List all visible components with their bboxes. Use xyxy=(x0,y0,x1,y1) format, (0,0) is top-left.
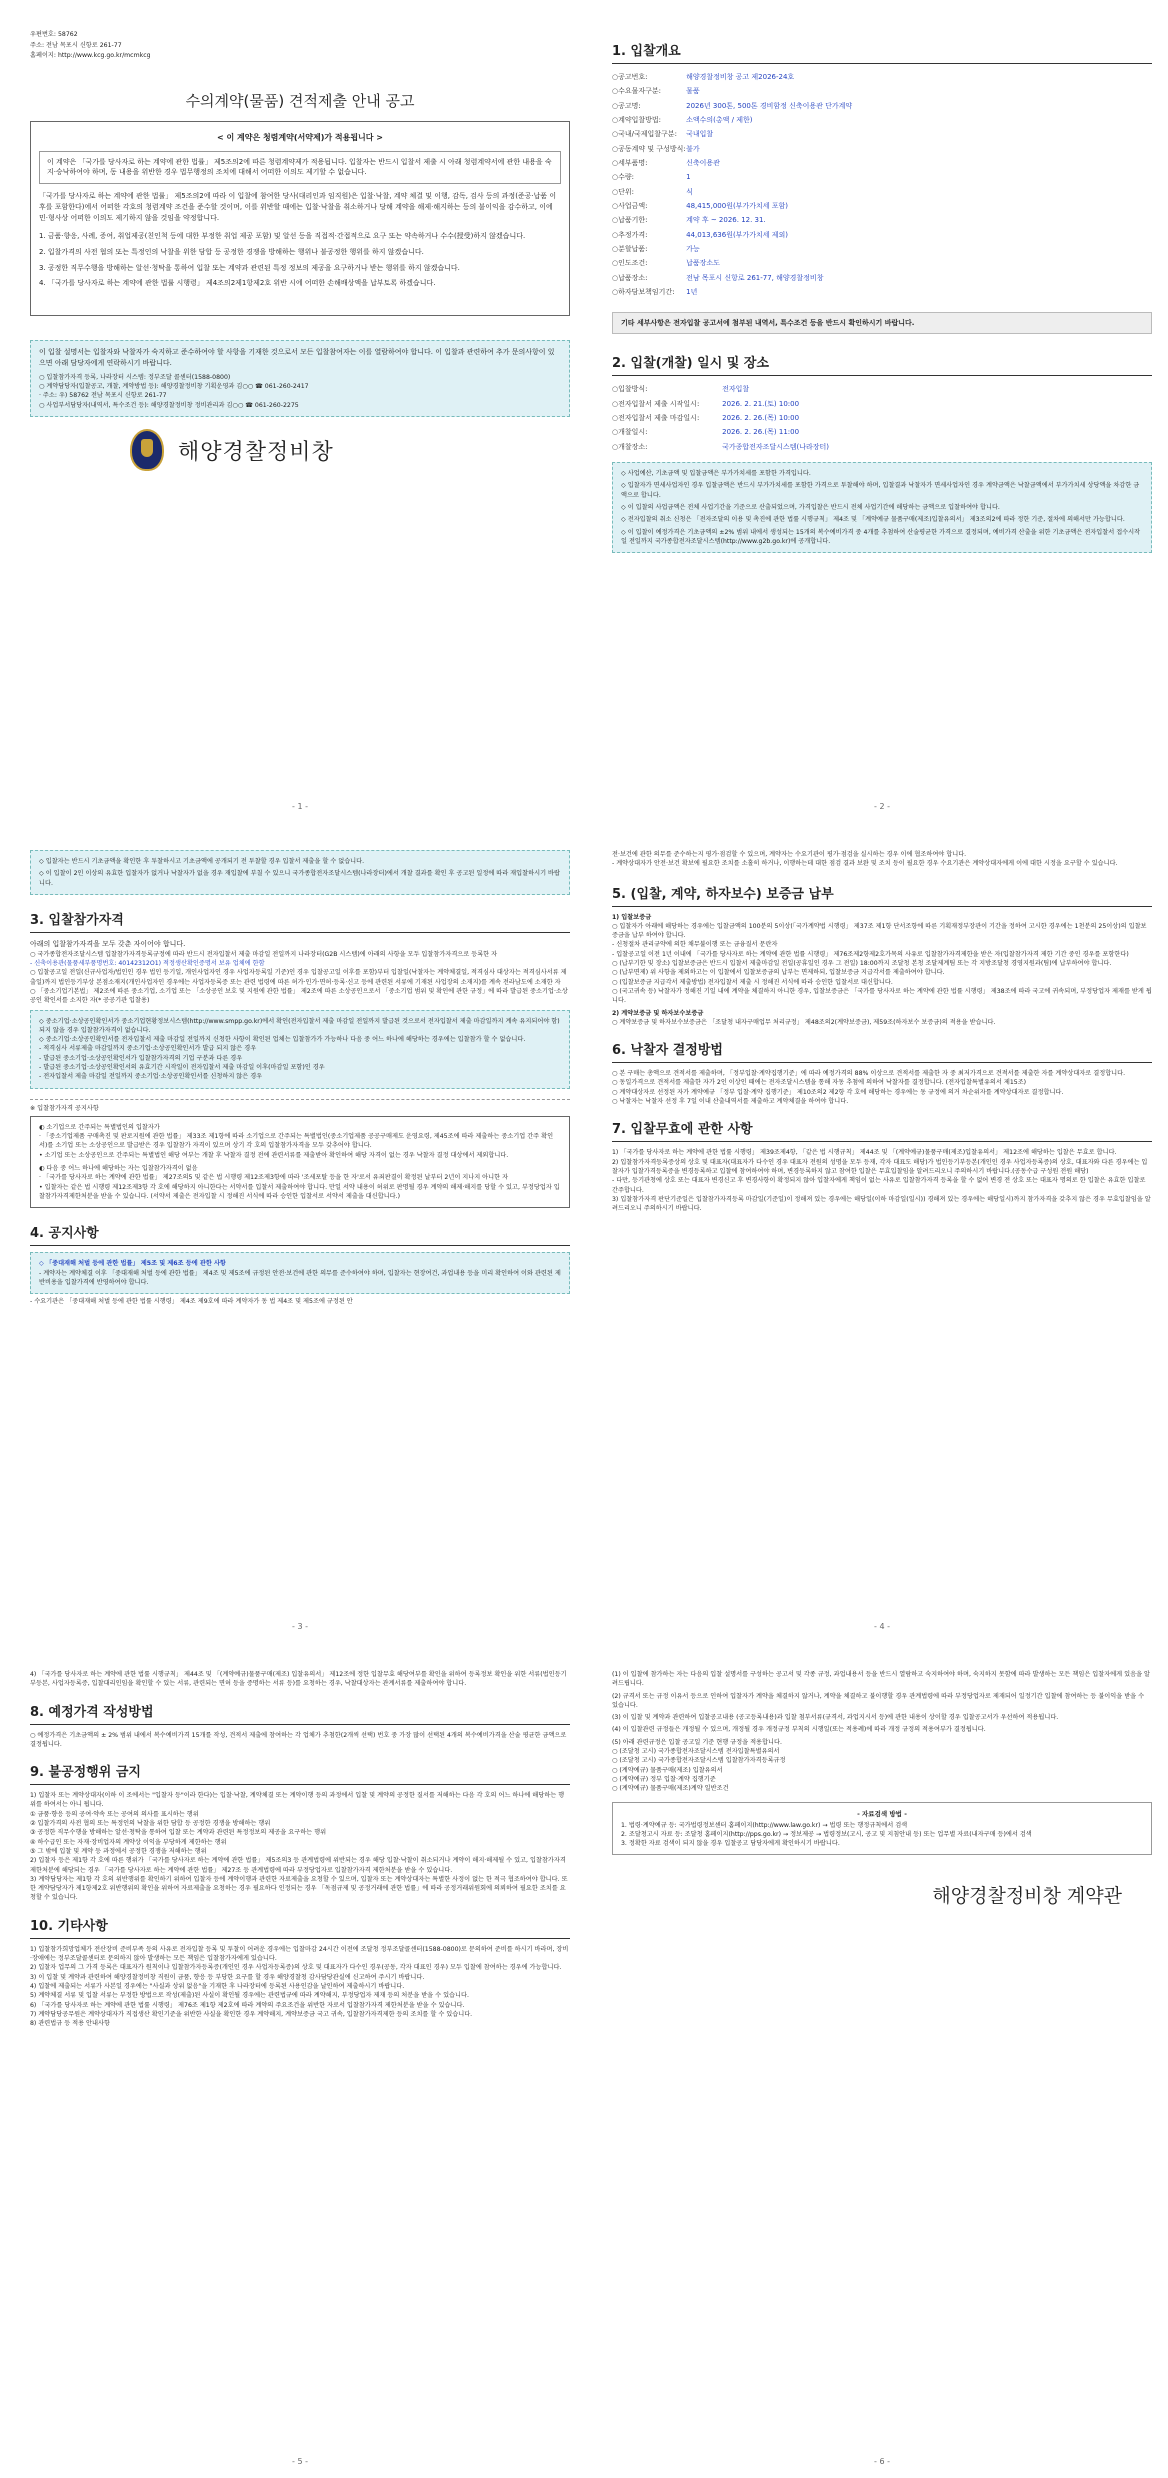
contact-line: ○ 사업부서담당자(내역서, 특수조건 등): 해양경찰정비창 정비관리과 김○○ ☎ 061-260-2275 xyxy=(39,401,299,409)
sme-notice: - 발급된 중소기업·소상공인확인서의 유효기간 시작일이 전자입찰서 제출 마감일 이후(마감일 포함)인 경우 xyxy=(39,1064,325,1071)
unfair-practice-item: ⑤ 그 밖에 입찰 및 계약 등 과정에서 공정한 경쟁을 저해하는 행위 xyxy=(30,1847,207,1855)
deposit-item: 2) 계약보증금 및 하자보수보증금 xyxy=(612,1009,704,1017)
sme-notice: - 발급된 중소기업·소상공인확인서가 입찰참가자격의 기업 구분과 다른 경우 xyxy=(39,1054,243,1062)
sme-notice: - 전자입찰서 제출 마감일 전일까지 중소기업·소상공인확인서를 신청하지 않은 경우 xyxy=(39,1073,263,1081)
info-label: 공동계약 및 구성방식: xyxy=(618,144,686,153)
info-label: 인도조건: xyxy=(618,259,648,268)
integrity-item: 2. 입찰가격의 사전 협의 또는 특정인의 낙찰을 위한 담합 등 공정한 경쟁을 방해하는 행위나 불공정한 행위를 하지 않겠습니다. xyxy=(39,247,424,256)
qualification-notice: • 소기업 또는 소상공인으로 간주되는 특별법인 해당 여부는 개찰 후 낙찰자 결정 전에 관련서류를 제출받아 확인하여 해당 자격이 없는 경우 낙찰자 결정 대상에서 제외합니다. xyxy=(39,1151,509,1159)
integrity-notice: < 이 계약은 청렴계약(서약제)가 적용됩니다 > xyxy=(216,132,384,142)
info-value: 납품장소도 xyxy=(686,259,720,268)
regulation-item: ○ (계약예규) 물품구매(제조)계약 일반조건 xyxy=(612,1785,729,1793)
section-heading-2: 2. 입찰(개찰) 일시 및 장소 xyxy=(612,352,1152,376)
info-label: 전자입찰서 제출 시작일시: xyxy=(618,399,700,408)
bid-notice-box xyxy=(30,850,570,895)
page-number: - 3 - xyxy=(292,1622,308,1631)
coast-guard-emblem-icon xyxy=(130,429,164,471)
regulation-item: ○ (조달청 고시) 국가종합전자조달시스템 전자입찰특별유의서 xyxy=(612,1748,780,1756)
info-label: 수량: xyxy=(618,173,634,182)
contact-line: ○ 계약담당자(입찰공고, 개찰, 계약방법 등): 해양경찰정비창 기획운영과 김○○ ☎ 061-260-2417 xyxy=(39,383,309,391)
agency-logo xyxy=(130,429,570,471)
regulation-item: (1) 이 입찰에 참가하는 자는 다음의 입찰 설명서를 구성하는 공고서 및 각종 규정, 과업내용서 등을 반드시 열람하고 숙지하여야 하며, 숙지하지 못함에 따라 발생하는 모든 책임은 입찰자에게 있음을 알려드립니다. xyxy=(612,1671,1150,1688)
contact-line: ○ 입찰참가자격 등록, 나라장터 시스템: 정부조달 콜센터(1588-0800) xyxy=(39,373,231,381)
page-6 xyxy=(612,1670,1152,2470)
regulation-item: (2) 규격서 또는 규정 이유서 등으로 인하여 입찰자가 계약을 체결하지 않거나, 계약을 체결하고 불이행할 경우 관계법령에 따라 부정당업자로 제재되어 일정기간 입찰에 참여하는 등 불이익을 받을 수 있습니다. xyxy=(612,1692,1145,1709)
section-heading-3: 3. 입찰참가자격 xyxy=(30,909,570,933)
page-3 xyxy=(30,850,570,1635)
deposit-item: ○ (입찰보증금 지급각서 제출방법) 전자입찰서 제출 시 정해진 서식에 따라 승인한 입찰서로 대신합니다. xyxy=(612,978,893,986)
info-label: 납품기한: xyxy=(618,216,648,225)
misc-item: 6) 「국가를 당사자로 하는 계약에 관한 법률 시행령」 제76조 제1항 제2호에 따라 계약의 주요조건을 위반한 자로서 입찰참가자격 제한처분을 받을 수 있습니다. xyxy=(30,2001,465,2009)
reference-item: 3. 정확한 자료 검색이 되지 않을 경우 입찰공고 담당자에게 확인하시기 바랍니다. xyxy=(621,1840,840,1848)
regulation-item: ○ (조달청 고시) 국가종합전자조달시스템 입찰참가자격등록규정 xyxy=(612,1757,786,1765)
deposit-item: 1) 입찰보증금 xyxy=(612,913,652,921)
page-number: - 1 - xyxy=(292,802,308,811)
qualification-item: ○ 「중소기업기본법」 제2조에 따른 중소기업, 소기업 또는 「소상공인 보호 및 지원에 관한 법률」 제2조에 따른 소상공인으로서 「중소기업 범위 및 확인에 관한 규정」에 따라 발급된 중소기업·소상공인 확인서를 소지한 자(* 공공기관 입찰용) xyxy=(30,987,568,1005)
sme-notice: ◇ 중소기업·소상공인확인서가 중소기업현황정보시스템(http://www.smpp.go.kr)에서 확인(전자입찰서 제출 마감일 전일까지 발급된 것으로서 전자입찰서 제출 마감일까지 계속 유지되어야 함)되지 않을 경우 입찰참가자격이 없습니다. xyxy=(39,1017,560,1034)
info-row: ○ 인도조건: 납품장소도 xyxy=(612,256,1152,270)
page-4 xyxy=(612,850,1152,1635)
info-label: 개찰일시: xyxy=(618,428,648,437)
reference-title: - 자료검색 방법 - xyxy=(857,1809,907,1818)
section-heading-6: 6. 낙찰자 결정방법 xyxy=(612,1039,1152,1063)
invalid-bid-item: 1) 「국가를 당사자로 하는 계약에 관한 법률 시행령」 제39조제4항, 「같은 법 시행규칙」 제44조 및 「(계약예규)물품구매(제조)입찰유의서」 제12조에 해당하는 입찰은 무효로 합니다. xyxy=(612,1149,1117,1157)
unfair-practice-item: ① 금품·향응 등의 공여·약속 또는 공여의 의사를 표시하는 행위 xyxy=(30,1810,199,1818)
info-value: 44,013,636원(부가가치세 제외) xyxy=(686,230,788,239)
page-number: - 2 - xyxy=(874,802,890,811)
section-heading-5: 5. (입찰, 계약, 하자보수) 보증금 납부 xyxy=(612,883,1152,907)
regulation-item: (3) 이 입찰 및 계약과 관련하여 입찰공고내용 (공고등록내용)과 입찰 첨부서류(규격서, 과업지시서 등)에 관한 내용이 상이할 경우 입찰공고서가 우선하여 적용됩니다. xyxy=(612,1714,1059,1722)
section-heading-9: 9. 불공정행위 금지 xyxy=(30,1761,570,1785)
info-value: 전남 목포시 신항로 261-77, 해양경찰정비창 xyxy=(686,273,824,282)
integrity-item: 1. 금품·향응, 사례, 증여, 취업제공(친인척 등에 대한 부정한 취업 제공 포함) 및 알선 등을 직접적·간접적으로 요구 또는 약속하거나 수수(授受)하지 않겠습니다. xyxy=(39,231,526,240)
section-heading-4: 4. 공지사항 xyxy=(30,1222,570,1246)
info-label: 세부품명: xyxy=(618,159,648,168)
safety-notice: ◇ 「중대재해 처벌 등에 관한 법률」 제5조 및 제6조 등에 관한 사항 xyxy=(39,1260,226,1268)
safety-continued: - 계약상대자가 안전·보건 확보에 필요한 조치를 소홀히 하거나, 이행하는데 대한 점검 결과 보완 및 조치 등이 필요한 경우 수요기관은 계약상대자에게 이에 대한 시정을 요구할 수 있습니다. xyxy=(612,860,1118,868)
qualification-item: ○ 입찰공고일 전일(신규사업자/법인인 경우 법인 등기일, 개인사업자인 경우 사업자등록일 기준)인 경우 입찰공고일 이후를 포함)부터 입찰일(낙찰자는 계약체결일, 적격심사 대상자는 적격심사서류 제출일)까지 법인등기부상 본점소재지(개인사업자인 경우에는 사업자등록증 또는 관련 법령에 따른 허가·인가·면허·등록·신고 등에 관련된 서류에 기재된 사업장의 소재지)를 계속 전라남도에 소재한 자 xyxy=(30,969,567,986)
sender-address xyxy=(30,30,570,62)
info-row: ○ 공고명: 2026년 300톤, 500톤 경비함정 신축이용관 단가계약 xyxy=(612,99,1152,113)
award-item: ○ 낙찰자는 낙찰자 선정 후 7일 이내 산출내역서를 제출하고 계약체결을 하여야 합니다. xyxy=(612,1098,849,1106)
deposit-item: ○ 입찰자가 아래에 해당하는 경우에는 입찰금액의 100분의 5이상(「국가계약법 시행령」 제37조 제1항 단서조항에 따른 기획재정부장관이 기간을 정하여 고시한 경우에는 1천분의 25이상)의 입찰보증금을 납부 하여야 합니다. xyxy=(612,922,1147,940)
info-value: 신축이용관 xyxy=(686,159,720,168)
qualification-notice-title: ※ 입찰참가자격 공지사항 xyxy=(30,1104,99,1112)
info-value: 해양경찰정비창 공고 제2026-24호 xyxy=(686,73,795,81)
invalid-bid-item: 4) 「국가를 당사자로 하는 계약에 관한 법률 시행규칙」 제44조 및 「(계약예규)물품구매(제조) 입찰유의서」 제12조에 정한 입찰무효 해당여부를 확인을 위하여 등록정보 확인을 위한 서류(법인등기부등본, 사업자등록증, 입찰대리인임을 확인할 수 있는 서류, 관련되는 면허 등을 증명하는 서류 등)를 요청하는 경우, 낙찰대상자는 관계서류를 제출하여야 합니다. xyxy=(30,1671,567,1688)
safety-notice: - 계약자는 계약체결 이후 「중대재해 처벌 등에 관한 법률」 제4조 및 제5조에 규정된 안전·보건에 관한 의무를 준수하여야 하며, 입찰자는 현장여건, 과업내용 등을 미리 확인하여 이와 관련된 제반비용을 입찰가격에 반영하여야 합니다. xyxy=(39,1269,561,1286)
info-label: 입찰방식: xyxy=(618,385,648,394)
info-label: 추정가격: xyxy=(618,230,648,239)
info-row: ○ 납품장소: 전남 목포시 신항로 261-77, 해양경찰정비창 xyxy=(612,271,1152,285)
deposit-item: ○ (납부기한 및 장소) 입찰보증금은 반드시 입찰서 제출마감일 전일(공휴일인 경우 그 전일) 18:00까지 조달청 본청 조달제계팀 또는 각 지방조달청 경영지원과(팀)에 납부하여야 합니다. xyxy=(612,960,1112,968)
info-row: ○ 국내/국제입찰구분: 국내입찰 xyxy=(612,127,1152,141)
info-row: ○ 수요물자구분: 물품 xyxy=(612,84,1152,98)
info-row: ○ 사업금액: 48,415,000원(부가가치세 포함) xyxy=(612,199,1152,213)
info-label: 계약입찰방법: xyxy=(618,116,662,125)
regulation-item: ○ (계약예규) 물품구매(제조) 입찰유의서 xyxy=(612,1766,723,1774)
qualification-notice: • 입찰자는 같은 법 시행령 제12조제3항 각 호에 해당하지 아니한다는 서약서를 입찰서 제출하여야 합니다. 만일 서약 내용이 허위로 판명될 경우 계약의 해제·해지를 당할 수 있고, 부정당업자 입찰참가자격제한처분을 받을 수 있습니다. (서약서 제출은 전자입찰 시 정해진 서식에 따라 승인한 입찰서로 서약서 제출을 대신합니다.) xyxy=(39,1183,560,1200)
award-item: ○ 계약대상자로 선정된 자가 계약예규 「정부 입찰·계약 집행기준」 제10조의2 제2항 각 호에 해당하는 경우에는 동 규정에 의거 차순위자를 계약상대자로 결정합니다. xyxy=(612,1088,1064,1096)
deposit-item: ○ 계약보증금 및 하자보수보증금은 「조달청 내자구매업무 처리규정」 제48조의2(계약보증금), 제59조(하자보수 보증금)의 적용을 받습니다. xyxy=(612,1018,996,1026)
misc-item: 8) 관련법규 등 적용 안내사항 xyxy=(30,2020,110,2028)
info-value: 2026년 300톤, 500톤 경비함정 신축이용관 단가계약 xyxy=(686,101,853,110)
section-heading-1: 1. 입찰개요 xyxy=(612,40,1152,64)
deposit-item: ○ (국고귀속 등) 낙찰자가 정해진 기일 내에 계약을 체결하지 아니한 경우, 입찰보증금은 「국가를 당사자로 하는 계약에 관한 법률 시행령」 제38조에 따라 국고에 귀속되며, 부정당업자 제재를 받게 됩니다. xyxy=(612,987,1152,1005)
info-label: 개찰장소: xyxy=(618,442,648,451)
info-label: 국내/국제입찰구분: xyxy=(618,130,677,139)
info-label: 공고명: xyxy=(618,101,641,110)
section-heading-8: 8. 예정가격 작성방법 xyxy=(30,1701,570,1725)
award-item: ○ 동일가격으로 견적서를 제출한 자가 2인 이상인 때에는 전자조달시스템을 통해 자동 추첨에 의하여 낙찰자를 결정합니다. (전자입찰특별유의서 제15조) xyxy=(612,1079,1027,1087)
info-value: 1 xyxy=(686,173,691,182)
info-value: 국가종합전자조달시스템(나라장터) xyxy=(722,442,830,451)
section-heading-10: 10. 기타사항 xyxy=(30,1915,570,1939)
misc-item: 2) 입찰자 업무의 그 가격 등록은 대표자가 원칙이나 입찰참가자등록증(개인인 경우 사업자등록증)의 상호 및 대표자가 다수인 경우(공동, 각자 대표인 경우) 모두 입찰에 참여하는 경우에 가능합니다. xyxy=(30,1964,562,1972)
info-row: ○ 공동계약 및 구성방식: 불가 xyxy=(612,142,1152,156)
sme-certificate-box xyxy=(30,1010,570,1089)
bid-notice: ◇ 이 입찰이 2인 이상의 유효한 입찰자가 없거나 낙찰자가 없을 경우 재입찰에 부칠 수 있으니 국가종합전자조달시스템(나라장터)에서 개찰 결과를 확인 후 공고된 일정에 따라 재입찰하시기 바랍니다. xyxy=(39,870,560,887)
info-row: ○ 수량: 1 xyxy=(612,170,1152,184)
price-notice: ◇ 입찰자가 면세사업자인 경우 입찰금액은 반드시 부가가치세를 포함한 가격으로 투찰해야 하며, 입찰결과 낙찰자가 면세사업자인 경우 계약금액은 낙찰금액에서 부가가치세 상당액을 차감한 금액으로 합니다. xyxy=(621,482,1140,499)
misc-item: 7) 계약담당공무원은 계약상대자가 직접생산 확인기준을 위반한 사실을 확인한 경우 계약해지, 계약보증금 국고 귀속, 입찰참가자격제한 등의 조치를 할 수 있습니다. xyxy=(30,2010,473,2018)
page-2 xyxy=(612,30,1152,815)
info-label: 사업금액: xyxy=(618,202,648,211)
deposit-item: - 신청절차 관리규약에 의한 채무불이행 또는 금융질서 문란자 xyxy=(612,941,778,949)
deposit-item: ○ (납부면제) 위 사항을 제외하고는 이 입찰에서 입찰보증금의 납부는 면제하되, 입찰보증금 지급각서를 제출하여야 합니다. xyxy=(612,969,945,977)
safety-notice: - 수요기관은 「중대재해 처벌 등에 관한 법률 시행령」 제4조 제9호에 따라 계약자가 동 법 제4조 및 제5조에 규정된 안 xyxy=(30,1298,353,1306)
unfair-practice-item: 3) 계약담당자는 제1항 각 호의 위반행위를 확인하기 위하여 입찰자 등에 계약이행과 관련한 자료제출을 요청할 수 있으며, 입찰자 또는 계약상대자는 특별한 사정이 없는 한 적극 협조하여야 합니다. 또한 계약담당자가 제1항제2호 위반행위의 확인을 위하여 자료제출을 요청하는 경우 필요하다 인정되는 경우 「독점규제 및 공정거래에 관한 법률」에 따라 공정거래위원회에 의뢰하여 필요한 조치를 요청할 수 있습니다. xyxy=(30,1875,568,1902)
info-value: 식 xyxy=(686,187,693,196)
contact-intro: 이 입찰 설명서는 입찰자와 낙찰자가 숙지하고 준수하여야 할 사항을 기재한 것으로서 모든 입찰참여자는 이를 열람하여야 합니다. 이 입찰과 관련하여 추가 문의사항이 있으면 아래 담당자에게 연락하시기 바랍니다. xyxy=(39,348,555,368)
address-line: 홈페이지: http://www.kcg.go.kr/mcmkcg xyxy=(30,52,151,60)
regulation-item: (4) 이 입찰관련 규정들은 개정될 수 있으며, 개정될 경우 개정규정 부칙의 시행일(또는 적용례)에 따라 개정 규정의 적용여부가 결정됩니다. xyxy=(612,1726,986,1734)
qualification-item: - 신축이용관(물품세부품명번호: 40142312O1) 적정생산확인증명서 보유 업체에 한함 xyxy=(30,960,265,968)
info-label: 단위: xyxy=(618,187,634,196)
document-title: 수의계약(물품) 견적제출 안내 공고 xyxy=(185,91,415,110)
info-row: ○ 전자입찰서 제출 마감일시: 2026. 2. 26.(목) 10:00 xyxy=(612,411,1152,425)
info-label: 전자입찰서 제출 마감일시: xyxy=(618,414,700,423)
info-row: ○ 단위: 식 xyxy=(612,185,1152,199)
info-row: ○ 개찰일시: 2026. 2. 26.(목) 11:00 xyxy=(612,425,1152,439)
unfair-practice-item: 2) 입찰자 등은 제1항 각 호에 따른 행위가 「국가를 당사자로 하는 계약에 관한 법률」 제5조의3 등 관계법령에 위반되는 경우 해당 입찰·낙찰이 취소되거나 계약이 해지·해제될 수 있고, 입찰참가자격 제한처분에 해당되는 경우 「국가를 당사자로 하는 계약에 관한 법률」 제27조 등 관계법령에 따라 부정당업자로 입찰참가자격 제한처분을 받을 수 있습니다. xyxy=(30,1857,566,1874)
safety-notice-box xyxy=(30,1252,570,1294)
deposit-item: - 입찰공고일 이전 1년 이내에 「국가를 당사자로 하는 계약에 관한 법률 시행령」 제76조제2항제2호가목의 사유로 입찰참가자격제한을 받은 자(입찰참가자격 제한 기간 중인 경우를 포함한다) xyxy=(612,950,1129,958)
integrity-item: 4. 「국가를 당사자로 하는 계약에 관한 법률 시행령」 제4조의2제1항제2호 위반 시에 어떠한 손해배상액을 납부토록 하겠습니다. xyxy=(39,279,436,288)
sme-notice: ◇ 중소기업·소상공인확인서를 전자입찰서 제출 마감일 전일까지 신청한 사항이 확인된 업체는 입찰참가가 가능하나 다음 중 어느 하나에 해당하는 경우에는 입찰참가 할 수 없습니다. xyxy=(39,1036,526,1044)
info-row: ○ 세부품명: 신축이용관 xyxy=(612,156,1152,170)
overview-list xyxy=(612,70,1152,300)
page-number: - 4 - xyxy=(874,1622,890,1631)
price-notice: ◇ 전자입찰의 취소 신청은 「전자조달의 이용 및 촉진에 관한 법률 시행규칙」 제4조 및 「계약예규 물품구매(제조)입찰유의서」 제3조의2에 따라 정한 기준, 절차에 의해서만 가능합니다. xyxy=(621,516,1125,524)
integrity-item: 3. 공정한 직무수행을 방해하는 알선·청탁을 통하여 입찰 또는 계약과 관련된 특정 정보의 제공을 요구하거나 받는 행위를 하지 않겠습니다. xyxy=(39,263,460,272)
unfair-practice-item: 1) 입찰자 또는 계약상대자(이하 이 조에서는 "입찰자 등"이라 한다)는 입찰·낙찰, 계약체결 또는 계약이행 등의 과정에서 입찰 및 계약의 공정한 질서를 저해하는 다음 각 호의 어느 하나에 해당하는 행위를 하여서는 아니 됩니다. xyxy=(30,1792,565,1809)
regulation-item: ○ (계약예규) 정부 입찰·계약 집행기준 xyxy=(612,1775,716,1783)
info-value: 가능 xyxy=(686,245,700,254)
info-value: 계약 후 ~ 2026. 12. 31. xyxy=(686,216,766,225)
misc-item: 1) 입찰참가희망업체가 전산장비 준비부족 등의 사유로 전자입찰 등록 및 투찰이 어려운 경우에는 입찰마감 24시간 이전에 조달청 정부조달콜센터(1588-0800)로 문의하여 준비를 하시기 바라며, 장비·장애에는 정부조달콜센터로 문의하지 않아 발생하는 모든 책임은 입찰참가자에게 있습니다. xyxy=(30,1945,569,1963)
info-label: 분할납품: xyxy=(618,245,648,254)
integrity-intro: 이 계약은 「국가를 당사자로 하는 계약에 관한 법률」 제5조의2에 따른 청렴계약제가 적용됩니다. 입찰자는 반드시 입찰서 제출 시 아래 청렴계약서에 관한 내용을 숙지·승낙하여야 하며, 동 내용을 위반한 경우 법무행정의 조치에 대해서 어떠한 이의도 제기할 수 없습니다. xyxy=(39,151,561,185)
contact-line: · 주소: 우) 58762 전남 목포시 신항로 261-77 xyxy=(39,392,167,400)
integrity-contract-box xyxy=(30,121,570,317)
info-value: 전자입찰 xyxy=(722,385,750,394)
regulation-item: (5) 아래 관련규정은 입찰 공고일 기준 현행 규정을 적용합니다. xyxy=(612,1738,782,1746)
info-row: ○ 계약입찰방법: 소액수의(총액 / 제한) xyxy=(612,113,1152,127)
info-value: 2026. 2. 26.(목) 10:00 xyxy=(722,414,800,423)
info-value: 2026. 2. 21.(토) 10:00 xyxy=(722,399,800,408)
reference-search-box xyxy=(612,1802,1152,1856)
info-row: ○ 입찰방식: 전자입찰 xyxy=(612,382,1152,396)
qualification-notice: ◐ 다음 중 어느 하나에 해당하는 자는 입찰참가자격이 없음 xyxy=(39,1165,198,1173)
schedule-list xyxy=(612,382,1152,454)
info-value: 국내입찰 xyxy=(686,130,714,139)
invalid-bid-item: 2) 입찰참가자격등록증상의 상호 및 대표자(대표자가 다수인 경우 대표자 전원의 성명을 모두 등재, 각자 대표도 해당)가 법인등기부등본(개인인 경우 사업자등록증)의 상호, 대표자와 다른 경우에는 입찰자가 입찰가격등록증을 변경등록하고 입찰에 참여하여야 하며, 변경등록하지 않고 참여한 입찰은 무효입찰임을 알려드리오니 주의하시기 바랍니다.(공동수급 구성원 전원 해당) xyxy=(612,1158,1148,1175)
info-label: 공고번호: xyxy=(618,73,648,81)
invalid-bid-item: - 다만, 등기관청에 상호 또는 대표자 변경신고 후 변경사항이 확정되지 않아 입찰자에게 책임이 없는 사유로 입찰참가자격 등록을 할 수 없어 변경 전 상호 또는 대표자 명의로 한 입찰은 유효한 입찰로 간주합니다. xyxy=(612,1177,1146,1194)
reference-item: 1. 법령·계약예규 등: 국가법령정보센터 홈페이지(http://www.law.go.kr) → 법령 또는 행정규칙에서 검색 xyxy=(621,1821,908,1829)
info-value: 불가 xyxy=(686,144,700,153)
unfair-practice-item: ④ 하수급인 또는 자재·장비업자의 계약상 이익을 부당하게 제한하는 행위 xyxy=(30,1838,227,1846)
qualification-notice: ◐ 소기업으로 간주되는 특별법인의 입찰자가 xyxy=(39,1123,160,1131)
qualification-lead: 아래의 입찰참가자격을 모두 갖춘 자이어야 합니다. xyxy=(30,939,186,948)
info-value: 소액수의(총액 / 제한) xyxy=(686,116,753,125)
info-row: ○ 납품기한: 계약 후 ~ 2026. 12. 31. xyxy=(612,213,1152,227)
agency-logo-text: 해양경찰정비창 xyxy=(178,439,334,465)
unfair-practice-item: ③ 공정한 직무수행을 방해하는 알선·청탁을 통하여 입찰 또는 계약과 관련된 특정정보의 제공을 요구하는 행위 xyxy=(30,1829,327,1837)
page-5 xyxy=(30,1670,570,2470)
qualification-item: ○ 국가종합전자조달시스템 입찰참가자격등록규정에 따라 반드시 전자입찰서 제출 마감일 전일까지 나라장터(G2B 시스템)에 아래의 사항을 모두 입찰참가자격으로 등록한 자 xyxy=(30,950,498,958)
qualification-notice: · 「국가를 당사자로 하는 계약에 관한 법률」 제27조의5 및 같은 법 시행령 제12조제3항에 따라 '조세포탈 등을 한 자'로서 유죄판결이 확정된 날부터 2년이 지나지 아니한 자 xyxy=(39,1174,509,1182)
address-line: 우편번호: 58762 xyxy=(30,31,78,38)
invalid-bid-item: 3) 입찰참가자격 판단기준일은 입찰참가자격등록 마감일(기준일)이 정해져 있는 경우에는 해당일(이하 마감일(일시)) 경해져 있는 경우에는 해당일시)까지 참가자격을 갖추지 않은 경우 무효입찰임을 알려드리오니 주의하시기 바랍니다. xyxy=(612,1195,1151,1213)
page-1 xyxy=(30,30,570,815)
info-label: 납품장소: xyxy=(618,273,648,282)
misc-item: 4) 입찰에 제출되는 서류가 사본일 경우에는 "사실과 상위 없음"을 기재한 후 나라장터에 등록된 사용인감을 날인하여 제출하시기 바랍니다. xyxy=(30,1982,405,1990)
misc-item: 5) 계약체결 서류 및 입찰 서류는 부정한 방법으로 작성(제출)된 사실이 확인될 경우에는 관련법규에 따라 계약해지, 부정당업자 제재 등의 처분을 받을 수 있습니다. xyxy=(30,1992,469,2000)
qualification-notice: · 「중소기업제품 구매촉진 및 판로지원에 관한 법률」 제33조 제1항에 따라 소기업으로 간주되는 특별법인(중소기업제품 공공구매제도 운영요령, 제45조에 따라 제출하는 중소기업 간주 확인서)를 소기업 또는 소상공인으로 발급받은 경우 입찰참가 자격이 있으며 상기 각 호의 입찰참가자격을 모두 갖추어야 합니다. xyxy=(39,1133,554,1150)
info-row: ○ 추정가격: 44,013,636원(부가가치세 제외) xyxy=(612,228,1152,242)
signature-line: 해양경찰정비창 계약관 xyxy=(932,1885,1122,1908)
page-number: - 5 - xyxy=(292,2457,308,2466)
unfair-practice-item: ② 입찰가격의 사전 협의 또는 특정인의 낙찰을 위한 담합 등 공정한 경쟁을 방해하는 행위 xyxy=(30,1820,271,1828)
info-label: 수요물자구분: xyxy=(618,87,662,96)
address-line: 주소: 전남 목포시 신항로 261-77 xyxy=(30,41,122,49)
sme-notice: - 적격심사 서류제출 마감일까지 중소기업·소상공인확인서가 발급 되지 않은 경우 xyxy=(39,1045,257,1053)
section-heading-7: 7. 입찰무효에 관한 사항 xyxy=(612,1118,1152,1142)
info-row: ○ 공고번호: 해양경찰정비창 공고 제2026-24호 xyxy=(612,70,1152,84)
info-value: 2026. 2. 26.(목) 11:00 xyxy=(722,428,800,437)
info-label: 하자담보책임기간: xyxy=(618,288,675,297)
detail-note: 기타 세부사항은 전자입찰 공고서에 첨부된 내역서, 특수조건 등을 반드시 확인하시기 바랍니다. xyxy=(612,312,1152,335)
award-item: ○ 본 구매는 총액으로 견적서를 제출하며, 「정부입찰·계약집행기준」에 따라 예정가격의 88% 이상으로 견적서를 제출한 자 중 최저가격으로 견적서를 제출한 자를 계약상대자로 결정합니다. xyxy=(612,1070,1126,1078)
reference-item: 2. 조달청고시 자료 등: 조달청 홈페이지(http://pps.go.kr) → 정보제공 → 법령정보(고시, 공고 및 지침안내 등) 또는 업무별 자료(내자구매 등)에서 검색 xyxy=(621,1830,1032,1838)
page-number: - 6 - xyxy=(874,2457,890,2466)
misc-item: 3) 이 입찰 및 계약과 관련하여 해양경찰정비창 직원이 금품, 향응 등 부당한 요구를 할 경우 해양경찰청 감사담당관실에 신고하여 주시기 바랍니다. xyxy=(30,1973,425,1981)
price-notice: ◇ 이 입찰의 사업금액은 전체 사업기간을 기준으로 산출되었으며, 가격입찰은 반드시 전체 사업기간에 해당하는 금액으로 입찰하여야 합니다. xyxy=(621,503,1000,511)
price-notice-box xyxy=(612,462,1152,553)
integrity-body: 「국가를 당사자로 하는 계약에 관한 법률」 제5조의2에 따라 이 입찰에 참여한 당사(대리인과 임직원)은 입찰·낙찰, 계약 체결 및 이행, 감독, 검사 등의 과정(준공·납품 이후를 포함한다)에서 어떠한 각호의 청렴계약 조건을 준수할 것이며, 이를 위반할 때에는 입찰·낙찰을 취소하거나 당해 계약을 해제·해지하는 등의 불이익을 감수하고, 이에 민·형사상 어떠한 이의도 제기하지 않을 것임을 약정합니다. xyxy=(39,192,557,222)
info-row: ○ 분할납품: 가능 xyxy=(612,242,1152,256)
price-notice: ◇ 사업예산, 기초금액 및 입찰금액은 부가가치세를 포함한 가격입니다. xyxy=(621,470,811,478)
price-notice: ◇ 이 입찰이 예정가격은 기초금액의 ±2% 범위 내에서 생성되는 15개의 복수예비가격 중 4개를 추첨하여 산술평균한 가격으로 결정되며, 예비가격 산출을 위한 기초금액은 전자입찰서 접수시작일 전일까지 국가종합전자조달시스템(http://www.g2b.go.kr)에 공개합니다. xyxy=(621,528,1141,545)
contact-box xyxy=(30,340,570,417)
bid-notice: ◇ 입찰자는 반드시 기초금액을 확인한 후 투찰하시고 기초금액에 공개되기 전 투찰할 경우 입찰서 제출을 할 수 없습니다. xyxy=(39,858,365,865)
info-value: 48,415,000원(부가가치세 포함) xyxy=(686,202,788,211)
info-row: ○ 전자입찰서 제출 시작일시: 2026. 2. 21.(토) 10:00 xyxy=(612,397,1152,411)
estimate-method: ○ 예정가격은 기초금액의 ± 2% 범위 내에서 복수예비가격 15개를 작성, 견적서 제출에 참여하는 각 업체가 추첨한(2개씩 선택) 번호 중 가장 많이 선택된 4개의 복수예비가격을 산술 평균한 금액으로 결정됩니다. xyxy=(30,1731,567,1748)
info-value: 1년 xyxy=(686,288,698,297)
info-row: ○ 하자담보책임기간: 1년 xyxy=(612,285,1152,299)
info-value: 물품 xyxy=(686,87,700,96)
safety-continued: 전·보건에 관한 의무를 준수하는지 평가·점검할 수 있으며, 계약자는 수요기관이 평가·점검을 실시하는 경우 이에 협조하여야 합니다. xyxy=(612,851,967,858)
info-row: ○ 개찰장소: 국가종합전자조달시스템(나라장터) xyxy=(612,440,1152,454)
qualification-notice-box xyxy=(30,1116,570,1208)
